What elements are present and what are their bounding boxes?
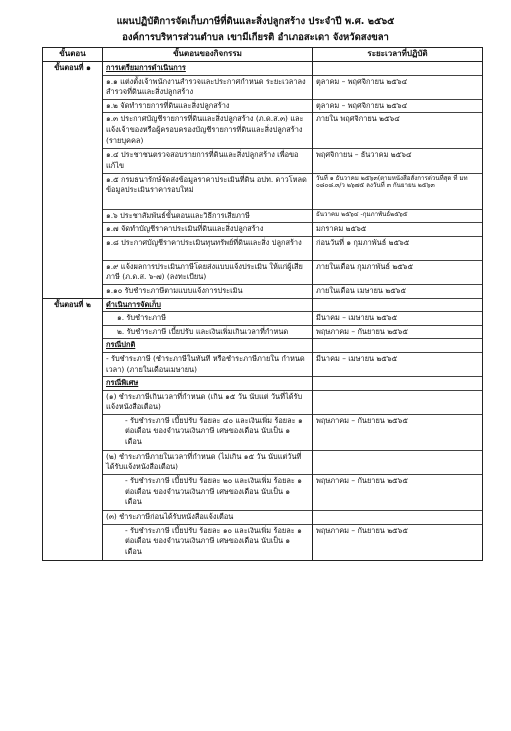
- activity-cell: (๒) ชำระภาษีภายในเวลาที่กำหนด (ไม่เกิน ๑๕ วัน นับแต่วันที่ได้รับแจ้งหนังสือเตือน): [103, 450, 313, 474]
- period-cell: [313, 377, 483, 391]
- activity-cell: ๑.๔ ประชาชนตรวจสอบรายการที่ดินและสิ่งปลูกสร้าง เพื่อขอแก้ไข: [103, 149, 313, 173]
- section-heading: การเตรียมการดำเนินการ: [103, 62, 313, 76]
- activity-cell: - รับชำระภาษี เบี้ยปรับ ร้อยละ ๒๐ และเงินเพิ่ม ร้อยละ ๑ ต่อเดือน ของจำนวนเงินภาษี เศษของเดือน นับเป็น ๑ เดือน: [103, 475, 313, 511]
- table-row: [43, 236, 483, 260]
- period-cell: มีนาคม – เมษายน ๒๕๖๕: [313, 352, 483, 376]
- table-header-row: [43, 48, 483, 62]
- table-row: [43, 75, 483, 99]
- table-row: [43, 284, 483, 298]
- table-row: [43, 260, 483, 284]
- table-row: [43, 511, 483, 525]
- activity-cell: ๑.๖ ประชาสัมพันธ์ขั้นตอนและวิธีการเสียภาษี: [103, 209, 313, 223]
- table-row: [43, 298, 483, 312]
- table-row: [43, 113, 483, 149]
- period-cell: พฤษภาคม – กันยายน ๒๕๖๕: [313, 524, 483, 560]
- period-cell: ภายใน พฤศจิกายน ๒๕๖๔: [313, 113, 483, 149]
- period-cell: พฤศจิกายน – ธันวาคม ๒๕๖๔: [313, 149, 483, 173]
- table-row: [43, 414, 483, 450]
- table-row: [43, 377, 483, 391]
- activity-cell: ๑.๑ แต่งตั้งเจ้าพนักงานสำรวจและประกาศกำหนด ระยะเวลาลงสำรวจที่ดินและสิ่งปลูกสร้าง: [103, 75, 313, 99]
- activity-cell: ๑.๕ กรมธนารักษ์จัดส่งข้อมูลราคาประเมินที่ดิน อปท. ดาวโหลดข้อมูลประเมินราคารอบใหม่: [103, 173, 313, 209]
- period-cell: มกราคม ๒๕๖๕: [313, 223, 483, 237]
- period-cell: ตุลาคม – พฤศจิกายน ๒๕๖๔: [313, 75, 483, 99]
- table-row: [43, 312, 483, 326]
- activity-cell: ๒. รับชำระภาษี เบี้ยปรับ และเงินเพิ่มเกินเวลาที่กำหนด: [103, 325, 313, 339]
- header-activity: ขั้นตอนของกิจกรรม: [103, 48, 313, 62]
- period-cell: [313, 390, 483, 414]
- table-row: [43, 209, 483, 223]
- activity-cell: (๑) ชำระภาษีเกินเวลาที่กำหนด (เกิน ๑๕ วัน นับแต่ วันที่ได้รับแจ้งหนังสือเตือน): [103, 390, 313, 414]
- document-title: แผนปฏิบัติการจัดเก็บภาษีที่ดินและสิ่งปลูกสร้าง ประจำปี พ.ศ. ๒๕๖๕: [116, 16, 395, 27]
- period-cell: พฤษภาคม – กันยายน ๒๕๖๕: [313, 475, 483, 511]
- tax-plan-table: [42, 47, 483, 561]
- activity-cell: (๓) ชำระภาษีก่อนได้รับหนังสือแจ้งเตือน: [103, 511, 313, 525]
- section-heading: ดำเนินการจัดเก็บ: [103, 298, 313, 312]
- header-step: ขั้นตอน: [43, 48, 103, 62]
- activity-cell: - รับชำระภาษี เบี้ยปรับ ร้อยละ ๔๐ และเงินเพิ่ม ร้อยละ ๑ ต่อเดือน ของจำนวนเงินภาษี เศษของเดือน นับเป็น ๑ เดือน: [103, 414, 313, 450]
- table-row: [43, 99, 483, 113]
- table-row: [43, 390, 483, 414]
- period-cell: ตุลาคม – พฤศจิกายน ๒๕๖๔: [313, 99, 483, 113]
- table-row: [43, 475, 483, 511]
- period-cell: ธันวาคม ๒๕๖๔ -กุมภาพันธ์๒๕๖๕: [313, 209, 483, 223]
- period-cell: [313, 511, 483, 525]
- table-row: [43, 149, 483, 173]
- section-heading: กรณีปกติ: [103, 339, 313, 353]
- header-period: ระยะเวลาที่ปฏิบัติ: [313, 48, 483, 62]
- activity-cell: - รับชำระภาษี (ชำระภาษีในทันที หรือชำระภาษีภายใน กำหนดเวลา) (ภายในเดือนเมษายน): [103, 352, 313, 376]
- table-row: [43, 223, 483, 237]
- period-cell: [313, 298, 483, 312]
- activity-cell: ๑.๙ แจ้งผลการประเมินภาษีโดยส่งแบบแจ้งประเมิน ให้แก่ผู้เสียภาษี (ภ.ด.ส. ๖-๗) (ลงทะเบียน): [103, 260, 313, 284]
- document-subtitle: องค์การบริหารส่วนตำบล เขามีเกียรติ อำเภอสะเดา จังหวัดสงขลา: [122, 32, 389, 43]
- table-row: [43, 339, 483, 353]
- activity-cell: ๑.๓ ประกาศบัญชีรายการที่ดินและสิ่งปลูกสร้าง (ภ.ด.ส.๓) และแจ้งเจ้าของหรือผู้ครอบครองบัญชีรายการที่ดินและสิ่งปลูกสร้าง (รายบุคคล): [103, 113, 313, 149]
- table-row: [43, 352, 483, 376]
- activity-cell: ๑.๘ ประกาศบัญชีราคาประเมินทุนทรัพย์ที่ดินและสิ่ง ปลูกสร้าง: [103, 236, 313, 260]
- period-cell: [313, 339, 483, 353]
- period-cell: ภายในเดือน กุมภาพันธ์ ๒๕๖๕: [313, 260, 483, 284]
- step-label: ขั้นตอนที่ ๑: [43, 62, 103, 76]
- activity-cell: ๑.๑๐ รับชำระภาษีตามแบบแจ้งการประเมิน: [103, 284, 313, 298]
- table-row: [43, 524, 483, 560]
- period-cell: วันที่ ๑ ธันวาคม ๒๕๖๓(ตามหนังสือสั่งการด่วนที่สุด ที่ มท ๐๘๐๘.๓/ว ๒๖๗๕ ลงวันที่ ๓ กันยายน ๒๕๖๓: [313, 173, 483, 209]
- period-cell: ภายในเดือน เมษายน ๒๕๖๕: [313, 284, 483, 298]
- period-cell: มีนาคม – เมษายน ๒๕๖๕: [313, 312, 483, 326]
- activity-cell: ๑.๗ จัดทำบัญชีราคาประเมินที่ดินและสิ่งปลูกสร้าง: [103, 223, 313, 237]
- activity-cell: ๑. รับชำระภาษี: [103, 312, 313, 326]
- table-row: [43, 173, 483, 209]
- period-cell: [313, 450, 483, 474]
- period-cell: ก่อนวันที่ ๑ กุมภาพันธ์ ๒๕๖๕: [313, 236, 483, 260]
- table-row: [43, 325, 483, 339]
- step-label: ขั้นตอนที่ ๒: [43, 298, 103, 312]
- table-row: [43, 62, 483, 76]
- table-row: [43, 450, 483, 474]
- section-heading: กรณีพิเศษ: [103, 377, 313, 391]
- period-cell: พฤษภาคม – กันยายน ๒๕๖๕: [313, 325, 483, 339]
- activity-cell: - รับชำระภาษี เบี้ยปรับ ร้อยละ ๑๐ และเงินเพิ่ม ร้อยละ ๑ ต่อเดือน ของจำนวนเงินภาษี เศษของเดือน นับเป็น ๑ เดือน: [103, 524, 313, 560]
- period-cell: [313, 62, 483, 76]
- activity-cell: ๑.๒ จัดทำรายการที่ดินและสิ่งปลูกสร้าง: [103, 99, 313, 113]
- period-cell: พฤษภาคม – กันยายน ๒๕๖๕: [313, 414, 483, 450]
